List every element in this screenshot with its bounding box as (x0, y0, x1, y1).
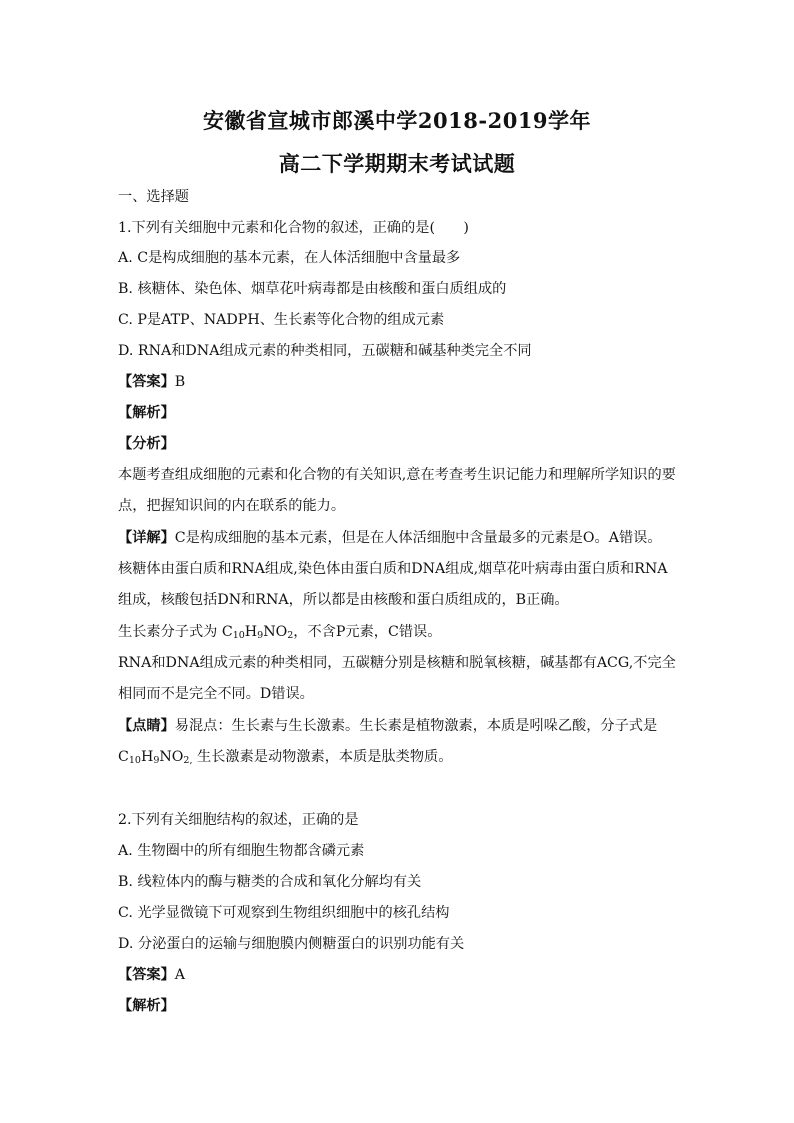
section-heading: 一、选择题 (118, 189, 189, 205)
q1-dianjing-label: 【点睛】 (118, 718, 175, 734)
q1-dianjing-line2 (118, 747, 452, 767)
q2-stem: 2.下列有关细胞结构的叙述，正确的是 (118, 812, 359, 828)
formula-prefix: 生长素分子式为 C (118, 624, 233, 640)
formula-sub: 9 (257, 630, 264, 641)
q1-answer-value: B (174, 374, 186, 390)
formula-sub: 10 (128, 755, 141, 766)
q2-answer (118, 965, 185, 985)
document-title-line1: 安徽省宣城市郎溪中学2018-2019学年 (202, 108, 592, 133)
formula-sub: 9 (153, 755, 160, 766)
q1-detail-line3: RNA和DNA组成元素的种类相同，五碳糖分别是核糖和脱氧核糖，碱基都有ACG,不完全 (118, 655, 676, 671)
q1-analysis-label: 【解析】 (118, 405, 175, 421)
document-title-line2: 高二下学期期末考试试题 (278, 151, 516, 176)
q2-option-c: C. 光学显微镜下可观察到生物组织细胞中的核孔结构 (118, 905, 450, 921)
formula-suffix: ，不含P元素，C错误。 (293, 624, 442, 640)
q1-fenxi-line1: 本题考查组成细胞的元素和化合物的有关知识,意在考查考生识记能力和理解所学知识的要 (118, 467, 676, 483)
q1-answer (118, 372, 185, 392)
formula-sub: 2, (183, 755, 193, 766)
formula-no: NO (263, 624, 288, 640)
q1-dianjing (118, 716, 657, 736)
q1-dianjing-first: 易混点：生长素与生长激素。生长素是植物激素，本质是吲哚乙酸，分子式是 (174, 718, 658, 734)
q1-stem: 1.下列有关细胞中元素和化合物的叙述，正确的是( ) (118, 220, 469, 236)
formula-c: C (118, 749, 129, 765)
q1-fenxi-label: 【分析】 (118, 436, 175, 452)
q2-analysis-label: 【解析】 (118, 998, 175, 1014)
q1-detail-first: C是构成细胞的基本元素，但是在人体活细胞中含量最多的元素是O。A错误。 (174, 530, 662, 546)
q2-option-d: D. 分泌蛋白的运输与细胞膜内侧糖蛋白的识别功能有关 (118, 936, 465, 952)
q1-detail-line4: 相同而不是完全不同。D错误。 (118, 686, 314, 702)
q2-option-b: B. 线粒体内的酶与糖类的合成和氧化分解均有关 (118, 874, 422, 890)
formula-sub: 2 (287, 630, 294, 641)
q1-detail-line2: 组成，核酸包括DN和RNA，所以都是由核酸和蛋白质组成的，B正确。 (118, 592, 569, 608)
q1-option-c: C. P是ATP、NADPH、生长素等化合物的组成元素 (118, 312, 445, 328)
formula-h: H (140, 749, 154, 765)
q1-detail-label: 【详解】 (118, 530, 175, 546)
q2-answer-value: A (174, 967, 186, 983)
q2-option-a: A. 生物圈中的所有细胞生物都含磷元素 (118, 843, 365, 859)
q1-dianjing-rest: 生长激素是动物激素，本质是肽类物质。 (192, 749, 453, 765)
q1-detail (118, 528, 662, 548)
formula-no: NO (159, 749, 184, 765)
q1-option-d: D. RNA和DNA组成元素的种类相同，五碳糖和碱基种类完全不同 (118, 343, 532, 359)
q1-fenxi-line2: 点，把握知识间的内在联系的能力。 (118, 498, 346, 514)
q1-option-b: B. 核糖体、染色体、烟草花叶病毒都是由核酸和蛋白质组成的 (118, 281, 507, 297)
q1-formula-line (118, 622, 441, 642)
q1-option-a: A. C是构成细胞的基本元素，在人体活细胞中含量最多 (118, 250, 461, 266)
q2-answer-label: 【答案】 (118, 967, 175, 983)
formula-sub: 10 (232, 630, 245, 641)
q1-answer-label: 【答案】 (118, 374, 175, 390)
formula-h: H (244, 624, 258, 640)
q1-detail-line1: 核糖体由蛋白质和RNA组成,染色体由蛋白质和DNA组成,烟草花叶病毒由蛋白质和RNA (118, 561, 668, 577)
